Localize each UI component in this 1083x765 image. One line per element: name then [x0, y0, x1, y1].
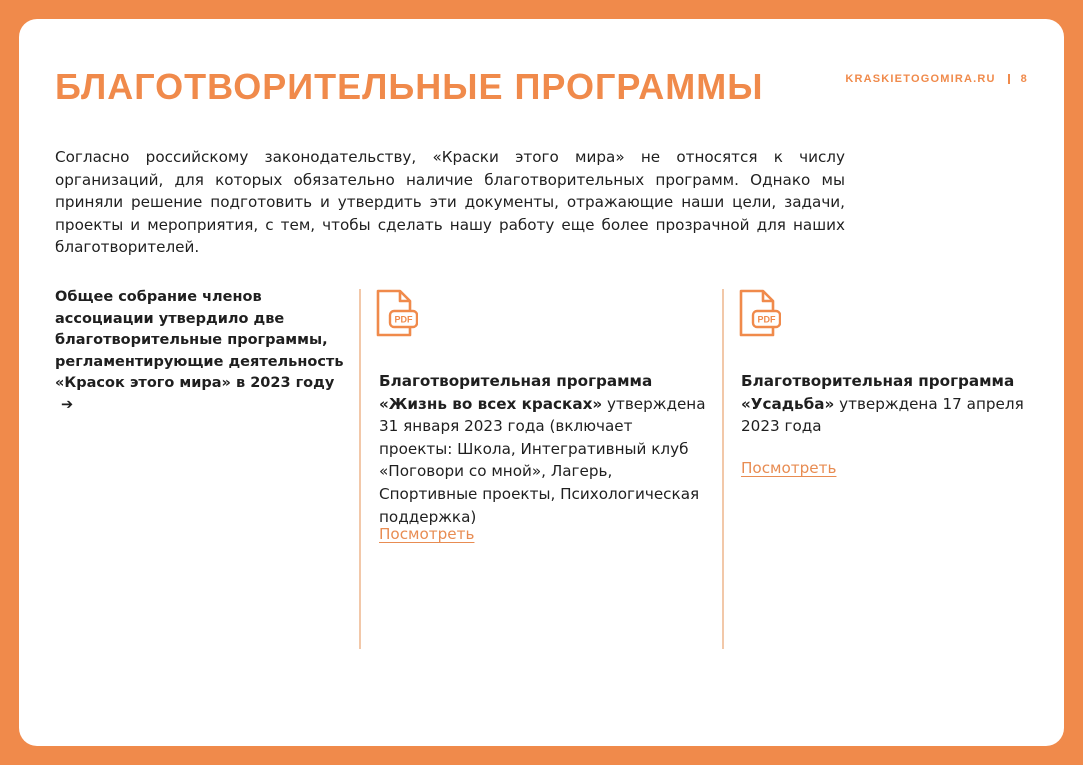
- pdf-file-icon[interactable]: [374, 287, 418, 339]
- site-url: KRASKIETOGOMIRA.RU: [845, 73, 996, 85]
- page-title: БЛАГОТВОРИТЕЛЬНЫЕ ПРОГРАММЫ: [55, 66, 764, 107]
- summary-text: [55, 287, 345, 417]
- program-title: Благотворительная программа «Жизнь во всех красках»: [379, 372, 653, 413]
- pdf-icon-label: PDF: [757, 314, 776, 325]
- header-meta: [845, 73, 1028, 85]
- summary-body: Общее собрание членов ассоциации утвердило две благотворительные программы, регламентирующие деятельность «Красок этого мира» в 2023 году: [55, 289, 344, 392]
- intro-paragraph: Согласно российскому законодательству, «Краски этого мира» не относятся к числу организаций, для которых обязательно наличие благотворительных программ. Однако мы приняли решение подготовить и утвердить эти документы, отражающие наши цели, задачи, проекты и мероприятия, с тем, чтобы сделать нашу работу еще более прозрачной для наших благотворителей.: [55, 148, 845, 256]
- page-card: [19, 19, 1064, 746]
- column-divider: [722, 289, 724, 649]
- view-program-link[interactable]: Посмотреть: [741, 459, 837, 477]
- page-number: 8: [1020, 73, 1028, 85]
- view-program-link[interactable]: Посмотреть: [379, 525, 475, 543]
- program-card: [741, 370, 1031, 438]
- program-card: [379, 370, 709, 528]
- pdf-file-icon[interactable]: [737, 287, 781, 339]
- program-title: Благотворительная программа «Усадьба»: [741, 372, 1015, 413]
- header-separator: [1008, 74, 1010, 84]
- arrow-right-icon: ➔: [61, 396, 74, 413]
- pdf-icon-label: PDF: [394, 314, 413, 325]
- program-details: утверждена 31 января 2023 года (включает проекты: Школа, Интегративный клуб «Поговори со мной», Лагерь, Спортивные проекты, Психологическая поддержка): [379, 394, 706, 526]
- program-details: утверждена 17 апреля 2023 года: [741, 394, 1024, 436]
- column-divider: [359, 289, 361, 649]
